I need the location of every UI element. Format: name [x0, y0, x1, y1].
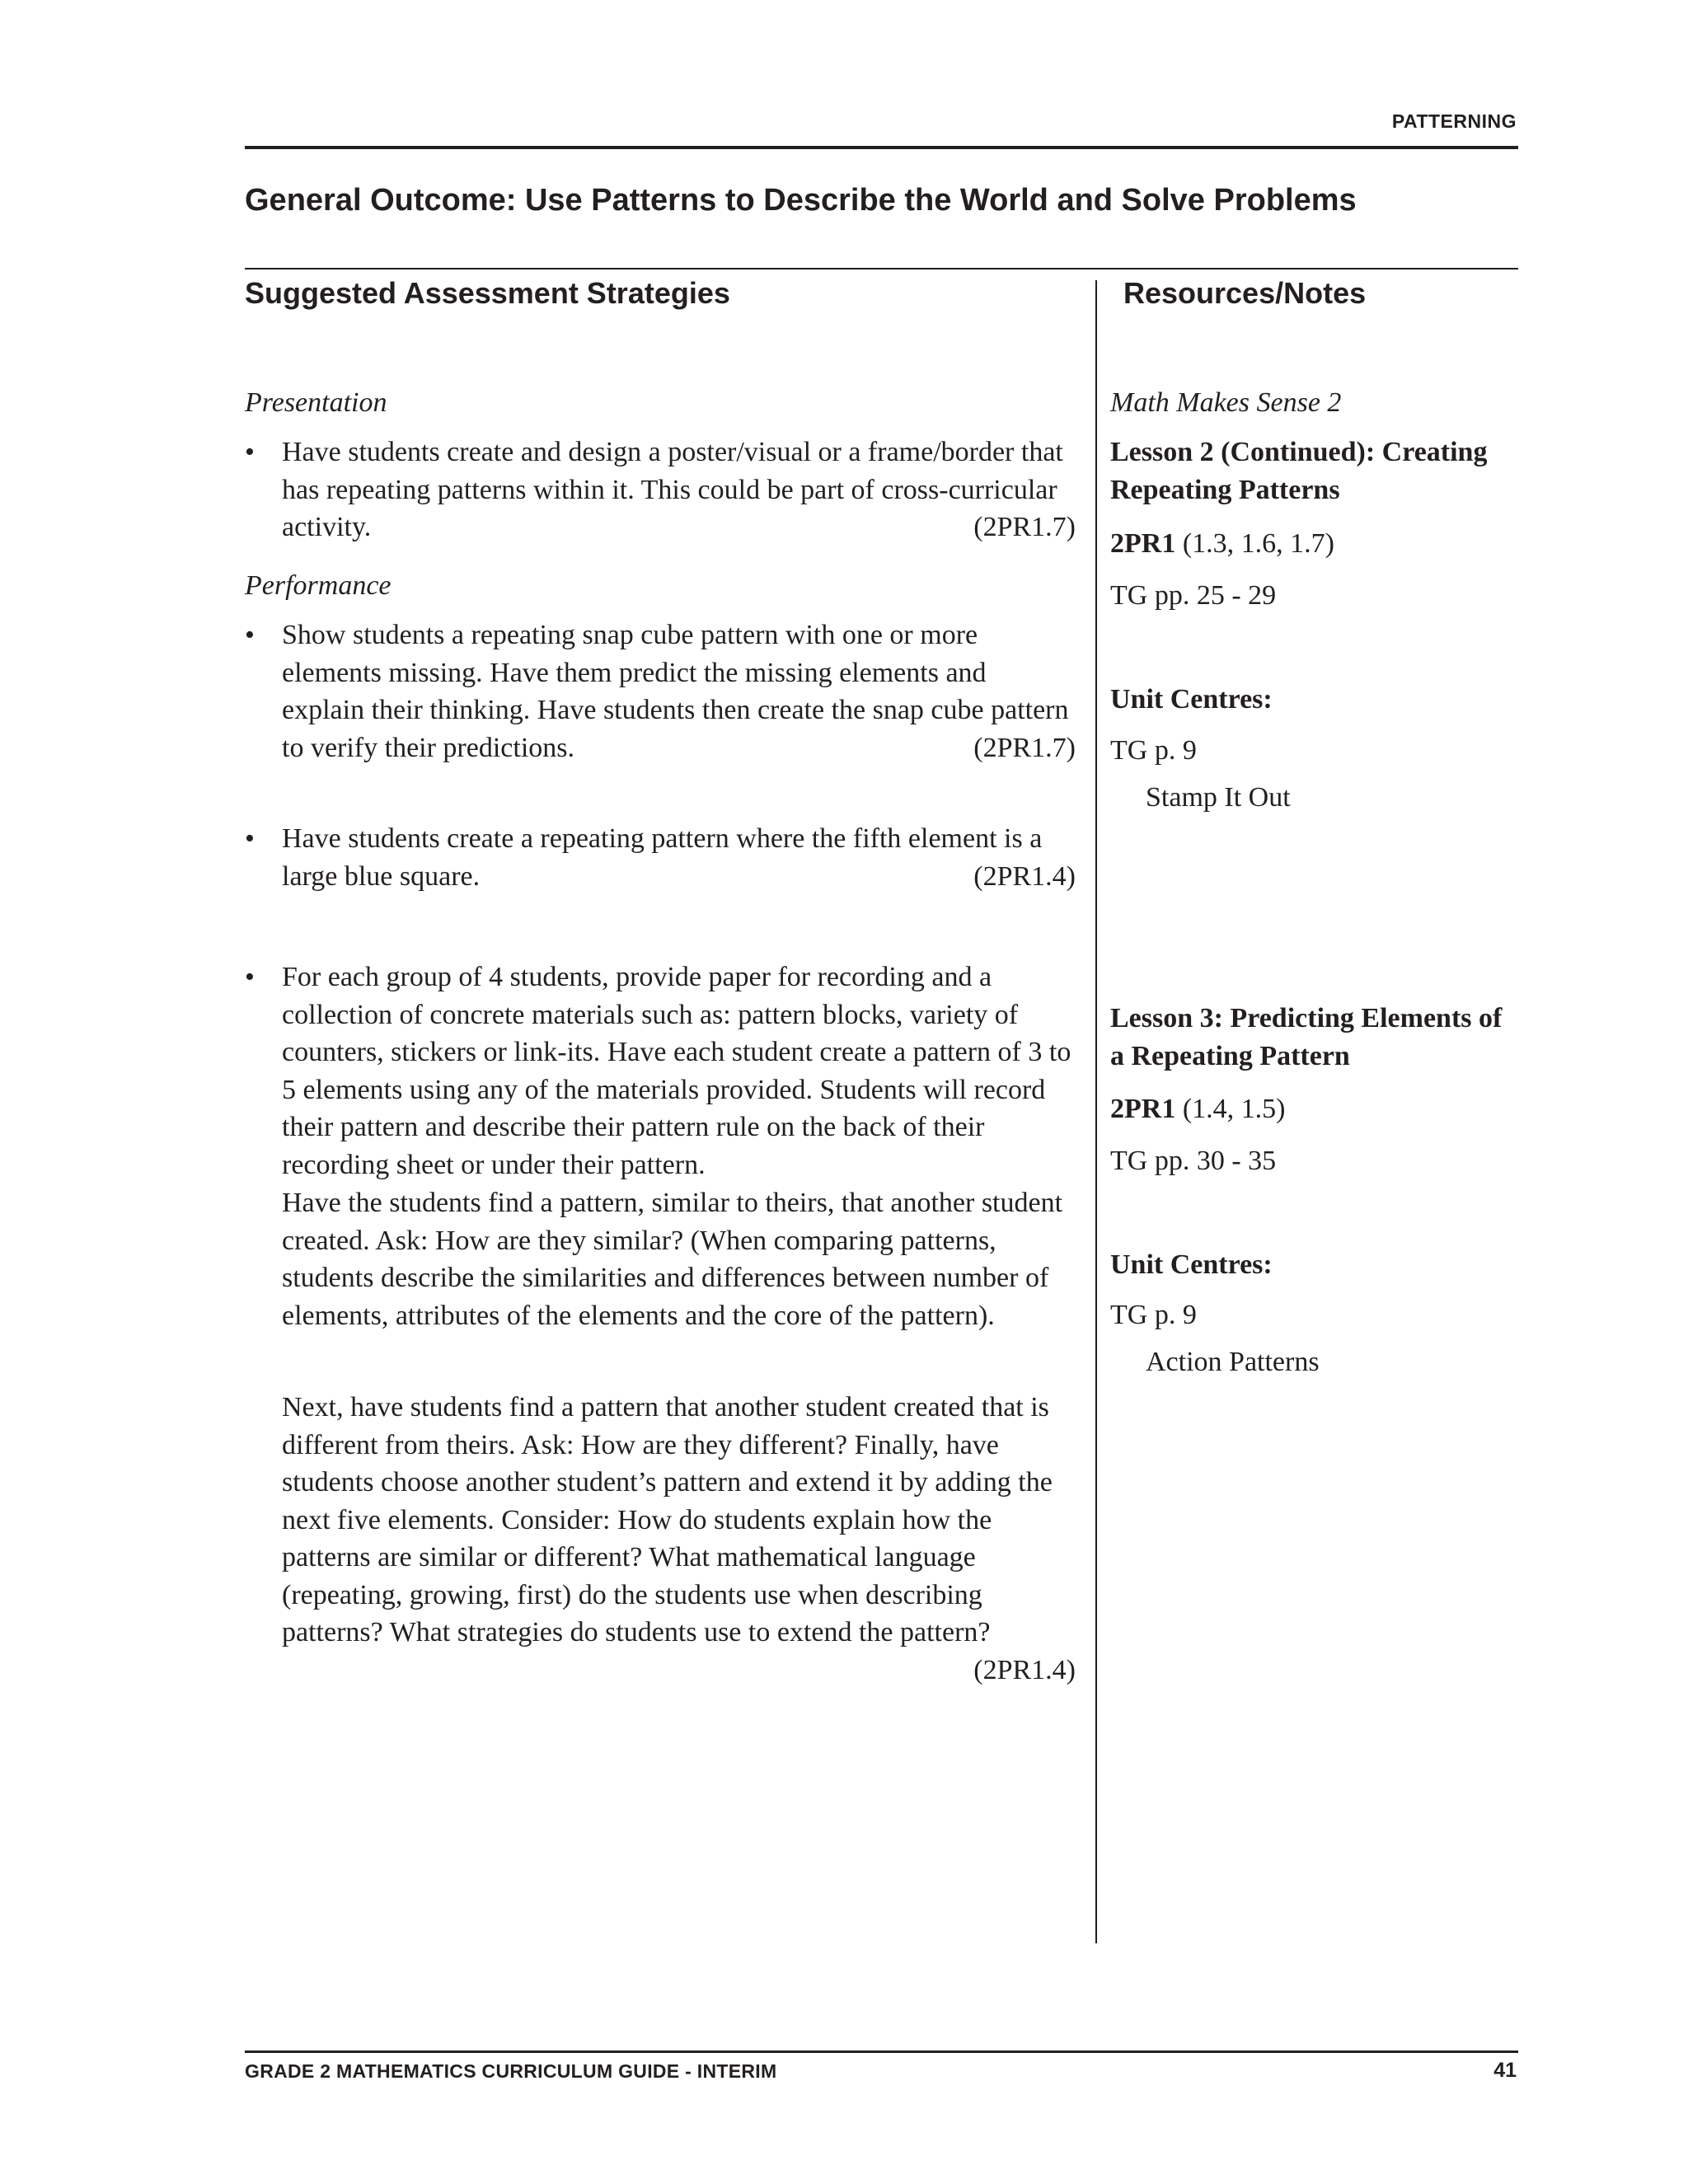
outcome-detail: (1.4, 1.5) — [1175, 1094, 1286, 1124]
lesson-3-title-text: Lesson 3: Predicting Elements of a Repeating Pattern — [1110, 1003, 1503, 1071]
footer-title: GRADE 2 MATHEMATICS CURRICULUM GUIDE - INTERIM — [245, 2060, 777, 2082]
running-head: PATTERNING — [1391, 110, 1517, 132]
performance-label: Performance — [245, 570, 392, 601]
column-divider-lower — [1095, 1119, 1097, 1943]
different-patterns-text: Next, have students find a pattern that another student created that is different from theirs. Ask: How are they different? Finally, have students choose another student’s pattern and extend it by adding the next five elements. Consider: How do students explain how the patterns are similar or different? What mathematical language (repeating, growing, first) do the students use when describing patterns? What strategies do students use to extend the pattern? — [282, 1392, 1053, 1647]
column-divider — [1095, 280, 1097, 1119]
lesson-2-title — [1110, 434, 1522, 509]
presentation-item-text: Have students create and design a poster/visual or a frame/border that has repeating patterns within it. This could be part of cross-curricular activity. — [282, 437, 1063, 542]
performance-bullet-2 — [245, 820, 1076, 895]
outcome-code-bold: 2PR1 — [1110, 1094, 1176, 1124]
unit-centres-item-1: Stamp It Out — [1146, 782, 1291, 813]
footer-rule — [245, 2050, 1518, 2053]
unit-centres-label-text: Unit Centres: — [1110, 1249, 1273, 1280]
bullet-icon: • — [245, 823, 255, 854]
header-rule — [245, 146, 1518, 149]
outcome-code: (2PR1.4) — [973, 860, 1076, 892]
lesson-3-pages: TG pp. 30 - 35 — [1110, 1146, 1277, 1176]
different-patterns-paragraph — [282, 1389, 1076, 1689]
unit-centres-label-1 — [1110, 681, 1522, 719]
performance-item-text: Show students a repeating snap cube pattern with one or more elements missing. Have them predict the missing elements and explain their thinking. Have students then create the snap cube pattern to verify their predictions. — [282, 620, 1069, 763]
outcome-code: (2PR1.7) — [973, 512, 1076, 542]
presentation-bullet — [245, 434, 1076, 546]
unit-centres-item-2: Action Patterns — [1146, 1347, 1320, 1377]
lesson-2-title-text: Lesson 2 (Continued): Creating Repeating Patterns — [1110, 437, 1488, 505]
outcome-code-bold: 2PR1 — [1110, 528, 1176, 559]
unit-centres-label-2 — [1110, 1246, 1522, 1284]
unit-centres-page-1: TG p. 9 — [1110, 735, 1197, 766]
resource-title: Math Makes Sense 2 — [1110, 387, 1342, 418]
performance-item-text: Have students create a repeating pattern where the fifth element is a large blue square. — [282, 823, 1043, 892]
outcome-code: (2PR1.4) — [973, 1654, 1076, 1685]
lesson-2-outcomes — [1110, 525, 1522, 563]
outcome-code: (2PR1.7) — [973, 732, 1076, 763]
performance-bullet-3 — [245, 958, 1076, 1183]
unit-centres-label-text: Unit Centres: — [1110, 684, 1273, 715]
section-rule — [245, 268, 1518, 269]
assessment-strategies-heading: Suggested Assessment Strategies — [245, 276, 730, 310]
general-outcome-title: General Outcome: Use Patterns to Describe the World and Solve Problems — [245, 183, 1357, 218]
bullet-icon: • — [245, 962, 255, 992]
lesson-2-pages: TG pp. 25 - 29 — [1110, 580, 1277, 611]
outcome-detail: (1.3, 1.6, 1.7) — [1175, 528, 1334, 559]
presentation-label: Presentation — [245, 387, 387, 418]
lesson-3-title — [1110, 1000, 1522, 1075]
lesson-3-outcomes — [1110, 1090, 1522, 1128]
similar-patterns-paragraph: Have the students find a pattern, similar to theirs, that another student created. Ask: How are they similar? (When comparing patterns, students describe the similarities and differences between number of elements, attributes of the elements and the core of the pattern). — [282, 1188, 1063, 1331]
performance-item-text: For each group of 4 students, provide paper for recording and a collection of concrete materials such as: pattern blocks, variety of counters, stickers or link-its. Have each student create a pattern of 3 to 5 elements using any of the materials provided. Students will record their pattern and describe their pattern rule on the back of their recording sheet or under their pattern. — [282, 962, 1071, 1180]
bullet-icon: • — [245, 620, 255, 650]
bullet-icon: • — [245, 437, 255, 467]
resources-notes-heading: Resources/Notes — [1123, 276, 1367, 310]
unit-centres-page-2: TG p. 9 — [1110, 1300, 1197, 1330]
page-number: 41 — [1493, 2059, 1517, 2082]
performance-bullet-1 — [245, 616, 1076, 766]
